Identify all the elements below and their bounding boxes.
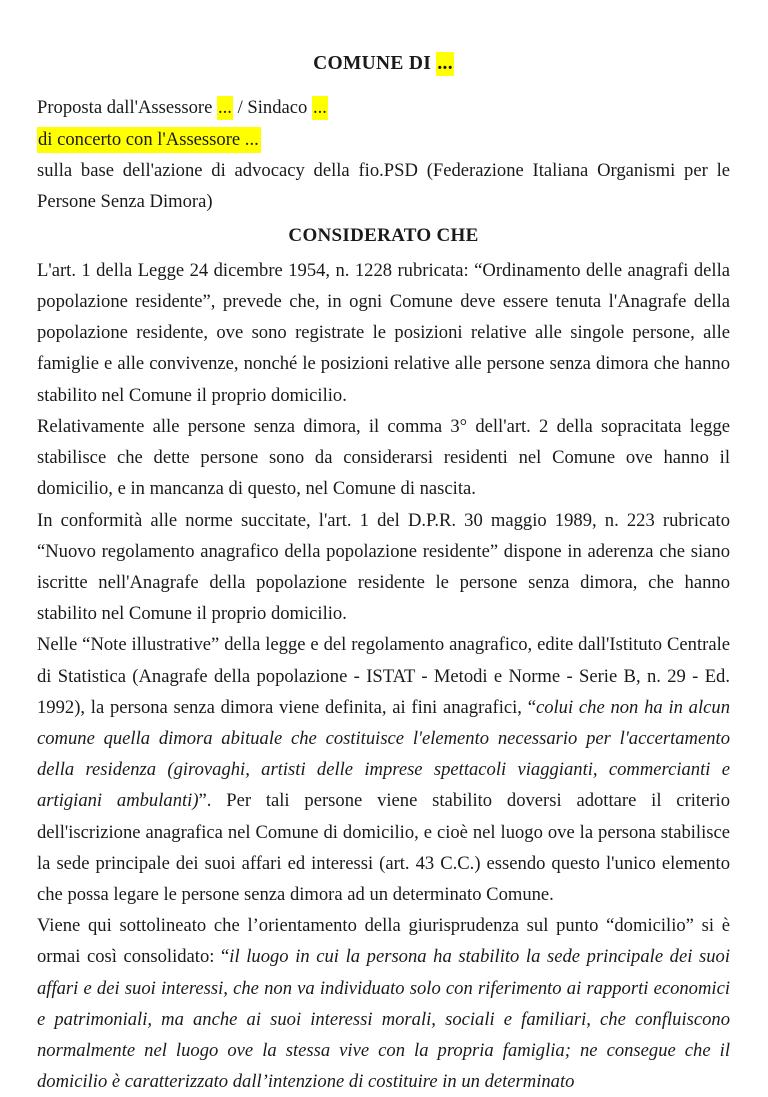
paragraph-dpr-223: In conformità alle norme succitate, l'art. 1 del D.P.R. 30 maggio 1989, n. 223 rubricato “Nuovo regolamento anagrafico della popolazione residente” dispone in aderenza che siano iscritte nell'Anagrafe della popolazione residente le persone senza dimora, che hanno stabilito nel Comune il proprio domicilio. <box>37 509 730 625</box>
note-illustrative-intro: Nelle “Note illustrative” della legge e del regolamento anagrafico, edite dall'Istituto Centrale di Statistica (Anagrafe della popolazione - ISTAT - Metodi e Norme - Serie B, n. 29 - Ed. 1992), la persona senza dimora viene definita, ai fini anagrafici, “ <box>37 634 730 718</box>
paragraph-giurisprudenza <box>37 910 730 1097</box>
page-title-text: COMUNE DI <box>313 53 432 74</box>
proposal-lead-text: Proposta dall'Assessore <box>37 97 213 119</box>
advocacy-note: sulla base dell'azione di advocacy della fio.PSD (Federazione Italiana Organismi per le Persone Senza Dimora) <box>37 159 730 212</box>
proposal-separator: / Sindaco <box>237 97 308 119</box>
page-title <box>37 52 730 76</box>
proposal-placeholder-sindaco: ... <box>312 97 327 119</box>
concert-line-text: di concerto con l'Assessore ... <box>37 127 261 153</box>
section-heading-considerato-che: CONSIDERATO CHE <box>288 225 479 247</box>
giurisprudenza-quote: il luogo in cui la persona ha stabilito la sede principale dei suoi affari e dei suoi interessi, che non va individuato solo con riferimento ai rapporti economici e patrimoniali, ma anche ai suoi interessi morali, sociali e familiari, che confluiscono normalmente nel luogo ove la stessa vive con la propria famiglia; ne consegue che il domicilio è caratterizzato dall’intenzione di costituire in un determinato <box>37 946 730 1093</box>
paragraph-note-illustrative <box>37 629 730 910</box>
note-illustrative-conclusion: ”. Per tali persone viene stabilito doversi adottare il criterio dell'iscrizione anagrafica nel Comune di domicilio, e cioè nel luogo ove la persona stabilisce la sede principale dei suoi affari ed interessi (art. 43 C.C.) essendo questo l'unico elemento che possa legare le persone senza dimora ad un determinato Comune. <box>37 790 730 905</box>
proposal-placeholder-assessore: ... <box>217 97 232 119</box>
concert-line <box>37 124 730 155</box>
paragraph-comma-3-art2: Relativamente alle persone senza dimora, il comma 3° dell'art. 2 della sopracitata legge stabilisce che dette persone sono da considerarsi residenti nel Comune ove hanno il domicilio, e in mancanza di questo, nel Comune di nascita. <box>37 415 730 500</box>
note-illustrative-quote: colui che non ha in alcun comune quella dimora abituale che costituisce l'elemento necessario per l'accertamento della residenza (girovaghi, artisti delle imprese spettacoli viaggianti, commercianti e artigiani ambulanti) <box>37 696 730 812</box>
proposal-line <box>37 92 730 123</box>
giurisprudenza-intro: Viene qui sottolineato che l’orientamento della giurisprudenza sul punto “domicilio” si è ormai così consolidato: “ <box>37 915 730 968</box>
page-title-placeholder: ... <box>437 53 453 74</box>
paragraph-art1-legge-1228: L'art. 1 della Legge 24 dicembre 1954, n. 1228 rubricata: “Ordinamento delle anagrafi della popolazione residente”, prevede che, in ogni Comune deve essere tenuta l'Anagrafe della popolazione residente, ove sono registrate le posizioni relative alle singole persone, alle famiglie e alle convivenze, nonché le posizioni relative alle persone senza dimora che hanno stabilito nel Comune il proprio domicilio. <box>37 259 730 406</box>
